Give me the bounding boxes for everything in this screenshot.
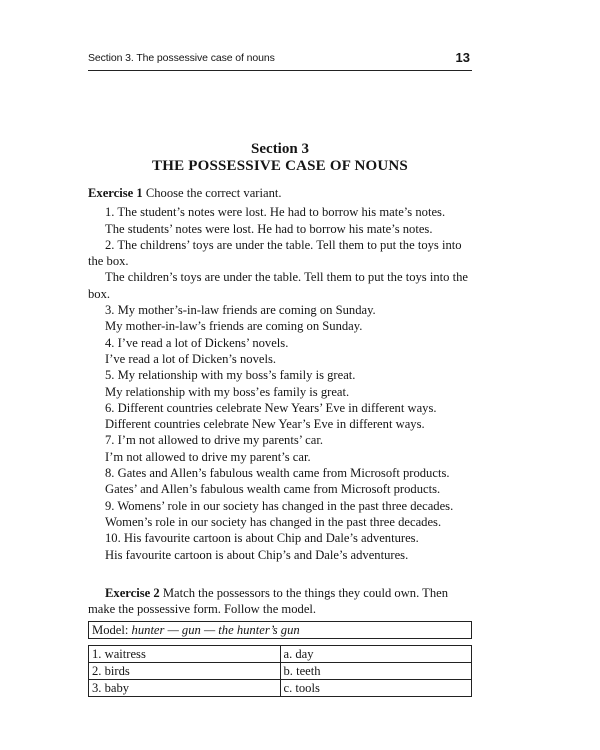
exercise-1-line: 5. My relationship with my boss’s family is great. (105, 368, 356, 383)
thing-cell: b. teeth (280, 663, 472, 680)
exercise-1-line: Gates’ and Allen’s fabulous wealth came from Microsoft products. (105, 482, 441, 497)
section-number: Section 3 (251, 141, 309, 157)
exercise-2-instruction: Match the possessors to the things they could own. Then make the possessive form. Follow the model. (88, 586, 449, 617)
exercise-1-line: 2. The childrens’ toys are under the table. Tell them to put the toys into the box. (88, 237, 462, 269)
exercise-1-line: My mother-in-law’s friends are coming on Sunday. (105, 319, 363, 334)
model-row (89, 622, 472, 639)
exercise-1-line: 10. His favourite cartoon is about Chip and Dale’s adventures. (105, 531, 419, 546)
exercise-1-line: I’ve read a lot of Dicken’s novels. (105, 351, 277, 366)
table-row (89, 663, 472, 680)
exercise-1-line: His favourite cartoon is about Chip’s and Dale’s adventures. (105, 547, 409, 562)
exercise-1 (88, 185, 472, 563)
thing-cell: a. day (280, 646, 472, 663)
exercise-1-line: 8. Gates and Allen’s fabulous wealth came from Microsoft products. (105, 466, 450, 481)
exercise-1-line: 3. My mother’s-in-law friends are coming on Sunday. (105, 303, 376, 318)
model-label: Model: (92, 623, 129, 637)
exercise-1-line: 6. Different countries celebrate New Years’ Eve in different ways. (105, 400, 437, 415)
exercise-1-instruction: Choose the correct variant. (145, 186, 282, 200)
possessor-cell: 3. baby (89, 680, 281, 697)
exercise-1-line: The students’ notes were lost. He had to borrow his mate’s notes. (105, 221, 433, 236)
exercise-1-label: Exercise 1 (88, 186, 143, 200)
page-number: 13 (455, 50, 470, 65)
table-row (89, 680, 472, 697)
exercise-1-line: Different countries celebrate New Year’s Eve in different ways. (105, 417, 425, 432)
table-row (89, 646, 472, 663)
exercise-1-line: 1. The student’s notes were lost. He had to borrow his mate’s notes. (105, 205, 446, 220)
running-title: Section 3. The possessive case of nouns (88, 52, 275, 64)
exercise-1-line: 7. I’m not allowed to drive my parents’ car. (105, 433, 323, 448)
match-table (88, 645, 472, 697)
model-cell (89, 622, 472, 639)
exercise-1-line: 4. I’ve read a lot of Dickens’ novels. (105, 335, 289, 350)
possessor-cell: 1. waitress (89, 646, 281, 663)
exercise-1-line: 9. Womens’ role in our society has changed in the past three decades. (105, 498, 454, 513)
exercise-2-label: Exercise 2 (105, 586, 160, 600)
exercise-1-line: My relationship with my boss’es family is great. (105, 384, 350, 399)
thing-cell: c. tools (280, 680, 472, 697)
possessor-cell: 2. birds (89, 663, 281, 680)
exercise-1-line: Women’s role in our society has changed in the past three decades. (105, 514, 442, 529)
exercise-2 (88, 585, 472, 618)
section-title: THE POSSESSIVE CASE OF NOUNS (152, 158, 408, 174)
model-table (88, 621, 472, 639)
exercise-1-line: I’m not allowed to drive my parent’s car. (105, 449, 311, 464)
exercise-1-line: The children’s toys are under the table. Tell them to put the toys into the box. (88, 270, 468, 301)
exercise-2-heading (88, 585, 472, 618)
model-text: hunter — gun — the hunter’s gun (131, 623, 300, 637)
running-header (88, 50, 472, 71)
exercise-1-heading (88, 185, 472, 201)
